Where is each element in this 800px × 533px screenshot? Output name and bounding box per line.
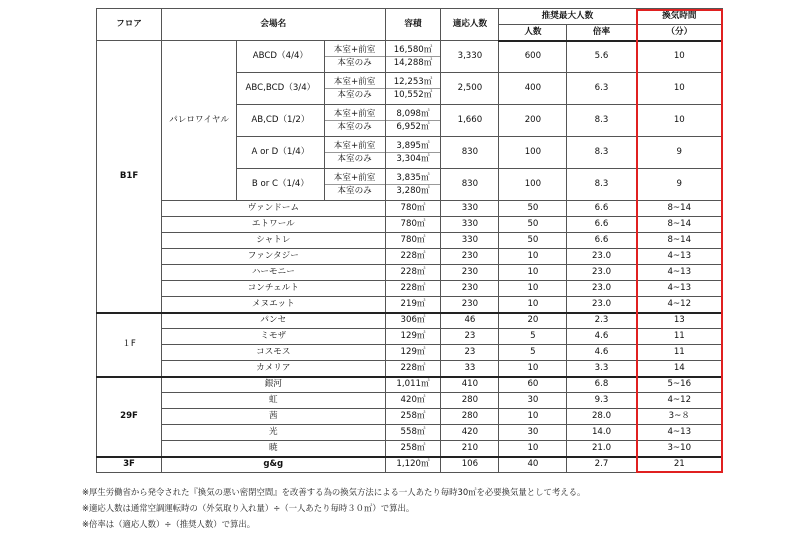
ratio-cell: 3.3 [567,361,636,377]
room-name: ヴァンドーム [162,201,386,217]
ventilation-table [96,8,723,473]
sub-room-name: B or C（1/4） [237,169,324,201]
table-row [97,41,723,73]
area-cell: 228㎥ [385,265,441,281]
sub-room-name: ABC,BCD（3/4） [237,73,324,105]
floor-b1f: B1F [97,41,162,313]
table-row [97,425,723,441]
area-cell: 1,120㎥ [385,457,441,473]
table-row [97,201,723,217]
area-cell: 3,835㎥ 3,280㎥ [385,169,441,201]
floor-1f: １F [97,313,162,377]
capacity-cell: 230 [441,281,499,297]
vent-cell: 3~８ [636,409,722,425]
capacity-cell: 330 [441,201,499,217]
room-name: エトワール [162,217,386,233]
capacity-cell: 410 [441,377,499,393]
capacity-cell: 3,330 [441,41,499,73]
note-line: ※厚生労働省から発令された『換気の悪い密閉空間』を改善する為の換気方法による一人あたり毎時30㎥を必要換気量として考える。 [82,487,586,497]
people-cell: 10 [499,361,567,377]
people-cell: 5 [499,329,567,345]
area-cell: 228㎥ [385,361,441,377]
capacity-cell: 1,660 [441,105,499,137]
people-cell: 100 [499,137,567,169]
area-cell: 558㎥ [385,425,441,441]
table-row [97,233,723,249]
ventilation-table-container [96,8,725,473]
ratio-cell: 4.6 [567,345,636,361]
capacity-cell: 210 [441,441,499,457]
area-cell: 3,895㎥ 3,304㎥ [385,137,441,169]
vent-cell: 21 [636,457,722,473]
vent-cell: 4~13 [636,249,722,265]
vent-cell: 4~13 [636,281,722,297]
people-cell: 10 [499,441,567,457]
people-cell: 200 [499,105,567,137]
sub-room-name: A or D（1/4） [237,137,324,169]
room-name: 光 [162,425,386,441]
people-cell: 5 [499,345,567,361]
room-name: メヌエット [162,297,386,313]
vent-cell: 8~14 [636,201,722,217]
vent-cell: 4~12 [636,393,722,409]
area-cell: 1,011㎥ [385,377,441,393]
ratio-cell: 23.0 [567,281,636,297]
area-cell: 129㎥ [385,329,441,345]
room-type-cell: 本室+前室 本室のみ [324,41,385,73]
people-cell: 50 [499,217,567,233]
vent-cell: 10 [636,105,722,137]
capacity-cell: 33 [441,361,499,377]
ratio-cell: 6.6 [567,233,636,249]
vent-cell: 10 [636,41,722,73]
people-cell: 20 [499,313,567,329]
sub-room-name: ABCD（4/4） [237,41,324,73]
room-type-cell: 本室+前室 本室のみ [324,137,385,169]
header-people: 人数 [499,25,567,41]
room-name: g&g [162,457,386,473]
vent-cell: 14 [636,361,722,377]
capacity-cell: 330 [441,233,499,249]
ratio-cell: 8.3 [567,169,636,201]
people-cell: 10 [499,265,567,281]
ratio-cell: 6.6 [567,217,636,233]
ratio-cell: 5.6 [567,41,636,73]
ratio-cell: 8.3 [567,105,636,137]
capacity-cell: 23 [441,345,499,361]
people-cell: 10 [499,409,567,425]
capacity-cell: 830 [441,137,499,169]
room-name: コスモス [162,345,386,361]
note-line: ※倍率は（適応人数）÷（推奨人数）で算出。 [82,519,256,529]
room-name: 虹 [162,393,386,409]
area-cell: 129㎥ [385,345,441,361]
header-venue: 会場名 [162,9,386,41]
ratio-cell: 6.8 [567,377,636,393]
ratio-cell: 8.3 [567,137,636,169]
header-recommended: 推奨最大人数 [499,9,636,25]
vent-cell: 4~13 [636,265,722,281]
people-cell: 100 [499,169,567,201]
area-cell: 780㎥ [385,201,441,217]
people-cell: 10 [499,281,567,297]
capacity-cell: 280 [441,393,499,409]
area-cell: 12,253㎥ 10,552㎥ [385,73,441,105]
header-capacity: 適応人数 [441,9,499,41]
people-cell: 10 [499,297,567,313]
area-cell: 780㎥ [385,233,441,249]
capacity-cell: 46 [441,313,499,329]
capacity-cell: 280 [441,409,499,425]
table-row [97,345,723,361]
room-name: カメリア [162,361,386,377]
area-cell: 258㎥ [385,409,441,425]
people-cell: 50 [499,233,567,249]
area-cell: 16,580㎥ 14,288㎥ [385,41,441,73]
room-type-cell: 本室+前室 本室のみ [324,105,385,137]
people-cell: 30 [499,425,567,441]
capacity-cell: 23 [441,329,499,345]
people-cell: 40 [499,457,567,473]
people-cell: 50 [499,201,567,217]
people-cell: 30 [499,393,567,409]
area-cell: 8,098㎥ 6,952㎥ [385,105,441,137]
vent-cell: 9 [636,137,722,169]
room-name: 茜 [162,409,386,425]
floor-29f: 29F [97,377,162,457]
capacity-cell: 330 [441,217,499,233]
table-row [97,409,723,425]
people-cell: 60 [499,377,567,393]
area-cell: 420㎥ [385,393,441,409]
area-cell: 228㎥ [385,281,441,297]
header-vent: 換気時間 [636,9,722,25]
people-cell: 600 [499,41,567,73]
vent-cell: 5~16 [636,377,722,393]
room-name: 暁 [162,441,386,457]
sub-room-name: AB,CD（1/2） [237,105,324,137]
area-cell: 258㎥ [385,441,441,457]
room-name: ミモザ [162,329,386,345]
table-row [97,265,723,281]
table-row [97,313,723,329]
people-cell: 10 [499,249,567,265]
table-row [97,249,723,265]
ratio-cell: 9.3 [567,393,636,409]
room-name: ファンタジー [162,249,386,265]
ratio-cell: 6.3 [567,73,636,105]
floor-3f: 3F [97,457,162,473]
vent-cell: 9 [636,169,722,201]
vent-cell: 10 [636,73,722,105]
capacity-cell: 230 [441,249,499,265]
table-row [97,281,723,297]
note-line: ※適応人数は通常空調運転時の（外気取り入れ量）÷（一人あたり毎時３０㎥）で算出。 [82,503,415,513]
room-type-cell: 本室+前室 本室のみ [324,169,385,201]
capacity-cell: 230 [441,297,499,313]
vent-cell: 4~12 [636,297,722,313]
ratio-cell: 4.6 [567,329,636,345]
ratio-cell: 6.6 [567,201,636,217]
area-cell: 228㎥ [385,249,441,265]
ratio-cell: 14.0 [567,425,636,441]
header-area: 容積 [385,9,441,41]
ratio-cell: 2.3 [567,313,636,329]
table-row [97,377,723,393]
area-cell: 306㎥ [385,313,441,329]
capacity-cell: 830 [441,169,499,201]
room-name: パンセ [162,313,386,329]
ratio-cell: 2.7 [567,457,636,473]
table-row [97,217,723,233]
room-type-cell: 本室+前室 本室のみ [324,73,385,105]
table-row [97,457,723,473]
table-row [97,329,723,345]
ratio-cell: 23.0 [567,265,636,281]
room-name: ハーモニー [162,265,386,281]
area-cell: 780㎥ [385,217,441,233]
room-name: シャトレ [162,233,386,249]
vent-cell: 3~10 [636,441,722,457]
vent-cell: 11 [636,329,722,345]
header-ratio: 倍率 [567,25,636,41]
area-cell: 219㎥ [385,297,441,313]
ratio-cell: 21.0 [567,441,636,457]
ratio-cell: 23.0 [567,249,636,265]
vent-cell: 4~13 [636,425,722,441]
room-name: 銀河 [162,377,386,393]
capacity-cell: 230 [441,265,499,281]
vent-cell: 13 [636,313,722,329]
capacity-cell: 420 [441,425,499,441]
room-name: コンチェルト [162,281,386,297]
capacity-cell: 2,500 [441,73,499,105]
table-row [97,441,723,457]
vent-cell: 8~14 [636,217,722,233]
table-row [97,393,723,409]
capacity-cell: 106 [441,457,499,473]
vent-cell: 8~14 [636,233,722,249]
group-palais-royal: パレロワイヤル [162,41,237,201]
ratio-cell: 28.0 [567,409,636,425]
table-row [97,297,723,313]
people-cell: 400 [499,73,567,105]
header-vent-unit: （分） [636,25,722,41]
vent-cell: 11 [636,345,722,361]
ratio-cell: 23.0 [567,297,636,313]
table-row [97,361,723,377]
header-floor: フロア [97,9,162,41]
